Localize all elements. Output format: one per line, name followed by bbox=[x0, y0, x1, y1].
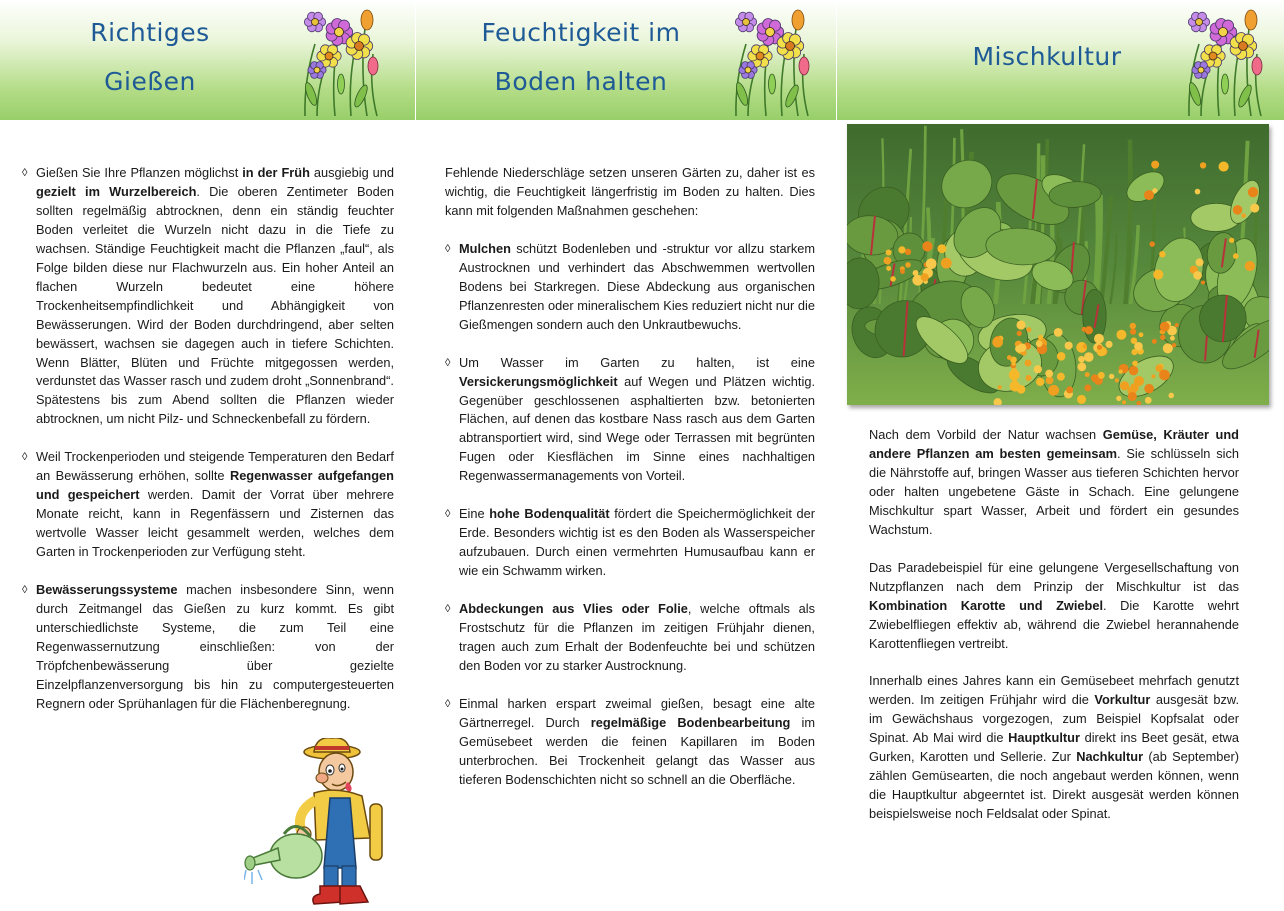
mixed-vegetable-bed-photo bbox=[847, 124, 1269, 405]
diamond-bullet-icon: ◊ bbox=[445, 603, 451, 616]
section-title-1 bbox=[40, 8, 260, 106]
list-item bbox=[22, 448, 394, 562]
item-text: Um Wasser im Garten zu halten, ist eine Versickerungsmöglichkeit auf Wegen und Plätzen wichtig. Gegenüber geschlossenen asphaltierten bzw. betonierten Flächen, auf denen das kostbare Nass rasch aus dem Garten abtransportiert wird, sind Wege oder Terrassen mit begrünten Fugen oder Kiesflächen im Sinne eines nachhaltigen Regenwassermanagements von Vorteil. bbox=[459, 354, 815, 484]
diamond-bullet-icon: ◊ bbox=[22, 167, 28, 179]
list-item bbox=[445, 600, 815, 676]
item-text: Bewässerungssysteme machen insbesondere Sinn, wenn durch Zeitmangel das Gießen zu kurz kommt. Es gibt unterschiedlichste Systeme, die zum Teil eine Regenwassernutzung einschließen: von der Tröpfchenbewässerung über gezielte Einzelpflanzenversorgung bis hin zu computergesteuerten Regnern oder Sprühanlagen für die Flächenberegnung. bbox=[36, 582, 394, 711]
column-richtiges-giessen bbox=[22, 164, 394, 714]
item-text: Einmal harken erspart zweimal gießen, besagt eine alte Gärtnerregel. Durch regelmäßige Bodenbearbeitung im Gemüsebeet werden die feinen Kapillaren im Boden unterbrochen. Bei Trockenheit gelangt das Wasser aus tieferen Bodenschichten nicht so schnell an die Oberfläche. bbox=[459, 695, 815, 787]
diamond-bullet-icon: ◊ bbox=[22, 451, 28, 464]
title-line: Gießen bbox=[104, 67, 196, 96]
column-mischkultur bbox=[869, 426, 1239, 824]
diamond-bullet-icon: ◊ bbox=[445, 356, 451, 369]
header-feuchtigkeit bbox=[416, 0, 836, 120]
diamond-bullet-icon: ◊ bbox=[445, 697, 451, 710]
paragraph: Das Paradebeispiel für eine gelungene Vergesellschaftung von Nutzpflanzen nach dem Prinzip der Mischkultur ist das Kombination Karotte und Zwiebel. Die Karotte wehrt Zwiebelfliegen effektiv ab, während die Zwiebel herannahende Karottenfliegen vertreibt. bbox=[869, 559, 1239, 651]
list-item bbox=[22, 581, 394, 714]
diamond-bullet-icon: ◊ bbox=[445, 242, 451, 255]
list-item bbox=[445, 354, 815, 487]
header-mischkultur bbox=[837, 0, 1284, 120]
paragraph: Nach dem Vorbild der Natur wachsen Gemüse, Kräuter und andere Pflanzen am besten gemeinsam. Sie schlüsseln sich die Nährstoffe auf, bringen Wasser aus tieferen Schichten hervor oder halten ungebetene Gäste in Schach. Eine gelungene Mischkultur spart Wasser, Arbeit und fördert ein gesundes Wachstum. bbox=[869, 427, 1239, 537]
flower-illustration bbox=[295, 4, 385, 118]
item-text: Gießen Sie Ihre Pflanzen möglichst in der Früh ausgiebig und gezielt im Wurzelbereich. Die oberen Zentimeter Boden sollten regelmäßig abtrocknen, denn ein ständig feuchter Boden verleitet die Wurzeln nicht dazu in die Tiefe zu wachsen. Ständige Feuchtigkeit macht die Pflanzen „faul“, als Folge bilden diese nur Flachwurzeln aus. Ein hoher Anteil an flachen Wurzeln bedeutet eine höhere Trockenheitsempfindlichkeit und Abhängigkeit von Bewässerungen. Wird der Boden durchdringend, aber selten bewässert, wachsen sie dagegen auch in tiefere Schichten. Wenn Blätter, Blüten und Früchte mitgegossen werden, verdunstet das Wasser rasch und zudem droht „Sonnenbrand“. Spätestens bis zum Abend sollten die Pflanzen wieder abtrocknen, um nicht Pilz- und Schneckenbefall zu fördern. bbox=[36, 165, 395, 427]
item-text: Weil Trockenperioden und steigende Temperaturen den Bedarf an Bewässerung erhöhen, sollte Regenwasser aufgefangen und gespeichert werden. Damit der Vorrat über mehrere Monate reicht, kann in Regenfässern und Zisternen das wertvolle Wasser leicht gesammelt werden, welches dem Garten in Trockenperioden zur Verfügung steht. bbox=[36, 449, 394, 560]
section-title-3 bbox=[917, 32, 1177, 81]
gardener-watering-can-illustration bbox=[244, 738, 404, 908]
list-item bbox=[445, 505, 815, 581]
list-item bbox=[22, 164, 394, 429]
item-text: Abdeckungen aus Vlies oder Folie, welche oftmals als Frostschutz für die Pflanzen im zeitigen Frühjahr dienen, tragen auch zum Erhalt der Bodenfeuchte bei und schützen den Boden vor zu starker Austrocknung. bbox=[459, 601, 815, 673]
title-line: Boden halten bbox=[494, 67, 668, 96]
flower-illustration bbox=[726, 4, 816, 118]
flower-illustration bbox=[1179, 4, 1269, 118]
intro-text: Fehlende Niederschläge setzen unseren Gärten zu, daher ist es wichtig, die Feuchtigkeit längerfristig im Boden zu halten. Dies kann mit folgenden Maßnahmen geschehen: bbox=[445, 165, 815, 218]
header-richtiges-giessen bbox=[0, 0, 415, 120]
title-line: Mischkultur bbox=[972, 42, 1122, 71]
list-item bbox=[445, 695, 815, 790]
diamond-bullet-icon: ◊ bbox=[22, 584, 28, 597]
paragraph: Innerhalb eines Jahres kann ein Gemüsebeet mehrfach genutzt werden. Im zeitigen Frühjahr wird die Vorkultur ausgesät bzw. im Gewächshaus vorgezogen, zum Beispiel Kopfsalat oder Spinat. Ab Mai wird die Hauptkultur direkt ins Beet gesät, etwa Gurken, Karotten und Sellerie. Zur Nachkultur (ab September) zählen Gemüsearten, die noch angebaut werden können, wenn die Hauptkultur abgeerntet ist. Direkt ausgesät werden können beispielsweise noch Feldsalat oder Spinat. bbox=[869, 673, 1240, 822]
diamond-bullet-icon: ◊ bbox=[445, 508, 451, 521]
section-title-2 bbox=[446, 8, 716, 106]
title-line: Feuchtigkeit im bbox=[481, 18, 681, 47]
title-line: Richtiges bbox=[90, 18, 210, 47]
column-feuchtigkeit bbox=[445, 164, 815, 790]
item-text: Mulchen schützt Bodenleben und -struktur vor allzu starkem Austrocknen und verhindert das Abschwemmen wertvollen Bodens bei Starkregen. Diese Abdeckung aus organischen Pflanzenresten oder mineralischem Kies reduziert nicht nur die Gießmengen sondern auch den Unkrautbewuchs. bbox=[459, 240, 815, 332]
item-text: Eine hohe Bodenqualität fördert die Speichermöglichkeit der Erde. Besonders wichtig ist es den Boden als Wasserspeicher aufzubauen. Durch einen vermehrten Humusaufbau kann er wie ein Schwamm wirken. bbox=[459, 506, 815, 579]
list-item bbox=[445, 240, 815, 335]
